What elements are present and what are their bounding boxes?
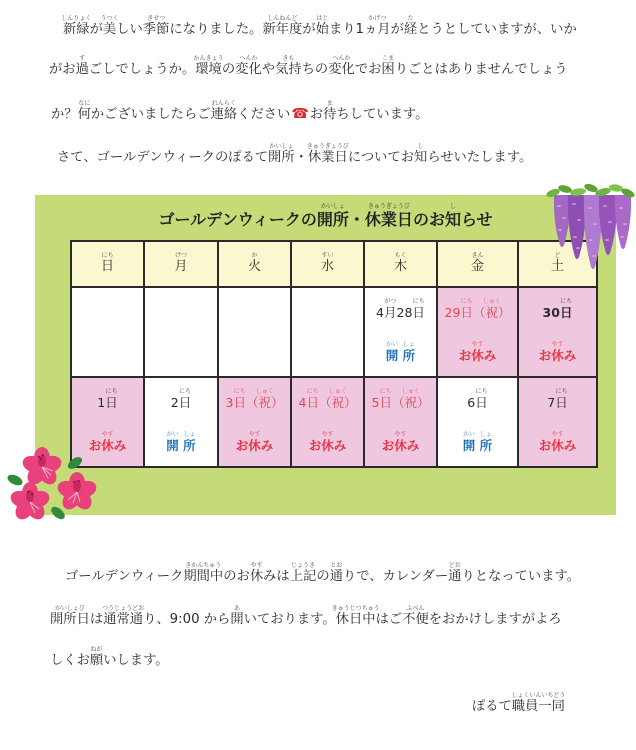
day-date: 30日 にち xyxy=(542,298,573,320)
weekday-fri xyxy=(437,241,518,287)
intro-line-2: がお過 す ごしでしょうか。環境 かんきょう の変化 へんか や気持 きも ちの変化 へんか でお困 こま りごとはありませんでしょう xyxy=(49,55,568,77)
azalea-flower xyxy=(21,447,64,488)
intro-line-4: さて、ゴールデンウィークのぽるて開所 かいしょ ・休業日 きゅうぎょうび についてお知 し らせいたします。 xyxy=(57,143,533,165)
ruby-reading: かいしょび xyxy=(54,605,85,612)
ruby-reading: うつく xyxy=(100,15,119,22)
ruby-word: 休 やす xyxy=(394,431,407,453)
intro-line-1: 新緑 しんりょく が美 うつく しい季節 きせつ になりました。新年度 しんねんど が始 はじ まり1ヵ月 かげつ が経 た とうとしていますが、いか xyxy=(61,15,577,37)
ruby-word: 日 にち xyxy=(379,388,392,410)
ruby-word: 日 にち xyxy=(412,298,425,320)
ruby-reading: しょ xyxy=(183,431,196,438)
day-status-open xyxy=(145,431,217,453)
ruby-word: 知 し xyxy=(414,143,428,165)
azalea-flower xyxy=(56,472,99,513)
ruby-reading: きん xyxy=(471,251,484,259)
ruby-word: 木 もく xyxy=(393,251,407,274)
ruby-reading: つうじょうどお xyxy=(102,605,145,612)
ruby-word: 日 にち xyxy=(460,298,473,320)
ruby-word: 休業日 きゅうぎょうび xyxy=(306,143,349,165)
ruby-word: 祝 しゅく xyxy=(401,388,420,410)
day-date: 2日 にち xyxy=(170,388,192,410)
ruby-reading: きゅうぎょうび xyxy=(306,143,349,150)
ruby-word: 日 にち xyxy=(233,388,246,410)
day-cell-may-5 xyxy=(364,377,437,467)
ruby-word: 所 しょ xyxy=(479,431,493,453)
ruby-word: 火 か xyxy=(247,251,261,274)
ruby-word: 通 とお xyxy=(329,562,343,584)
ruby-reading: やす xyxy=(471,341,484,348)
ruby-word: 所 しょ xyxy=(402,341,416,363)
ruby-word: 月 がつ xyxy=(384,298,397,320)
ruby-reading: しょ xyxy=(402,341,415,348)
ruby-word: 日 にち xyxy=(559,298,573,320)
ruby-word: 休 やす xyxy=(249,562,264,584)
day-cell-may-7 xyxy=(518,377,597,467)
ruby-word: 休 やす xyxy=(248,431,261,453)
weekday-wed xyxy=(291,241,364,287)
ruby-word: 何 なに xyxy=(77,100,91,122)
ruby-word: 経 た xyxy=(403,15,418,37)
ruby-reading: かい xyxy=(386,341,399,348)
signature: ぽるて職員一同 しょくいんいちどう xyxy=(472,692,566,714)
ruby-reading: がつ xyxy=(384,298,397,305)
ruby-word: 日 にち xyxy=(306,388,319,410)
day-status-closed: お休 やす み xyxy=(381,431,420,453)
ruby-reading: しんねんど xyxy=(267,15,298,22)
ruby-reading: かいしょ xyxy=(269,143,294,150)
day-status-closed: お休 やす み xyxy=(538,341,577,363)
ruby-word: 過 す xyxy=(75,55,89,77)
day-cell-may-2 xyxy=(144,377,218,467)
ruby-word: 休 やす xyxy=(551,431,564,453)
ruby-reading: かんきょう xyxy=(193,55,224,62)
ruby-reading: ふべん xyxy=(406,605,425,612)
day-date: 3日 にち （祝 しゅく ） xyxy=(225,388,284,410)
ruby-reading: もく xyxy=(394,251,407,259)
ruby-reading: なに xyxy=(78,100,91,107)
day-date: 4月 がつ 28日 にち xyxy=(376,298,425,320)
ruby-word: 上記 じょうき xyxy=(289,562,317,584)
empty-cell xyxy=(71,287,144,377)
ruby-reading: ねが xyxy=(90,646,103,653)
ruby-reading: きゅうぎょうび xyxy=(367,203,410,210)
day-date: 29日 にち （祝 しゅく ） xyxy=(444,298,511,320)
intro-line-3: か？何 なに かございましたらご連絡 れんらく ください☎お待 ま ちしています。 xyxy=(51,100,429,122)
day-status-open xyxy=(438,431,517,453)
ruby-reading: へんか xyxy=(332,55,351,62)
ruby-word: 通 どお xyxy=(448,562,462,584)
ruby-reading: しょくいんいちどう xyxy=(511,692,566,699)
ruby-reading: しょ xyxy=(479,431,492,438)
day-status-closed: お休 やす み xyxy=(308,431,347,453)
ruby-reading: とお xyxy=(330,562,343,569)
wisteria-icon xyxy=(545,182,636,274)
ruby-reading: かい xyxy=(166,431,179,438)
day-status-closed: お休 やす み xyxy=(458,341,497,363)
day-status-open xyxy=(365,341,436,363)
ruby-word: 季節 きせつ xyxy=(142,15,170,37)
ruby-reading: へんか xyxy=(239,55,258,62)
day-cell-apr-29 xyxy=(437,287,518,377)
ruby-reading: やす xyxy=(321,431,334,438)
weekday-sun xyxy=(71,241,144,287)
ruby-reading: やす xyxy=(248,431,261,438)
ruby-word: ヵ月 かげつ xyxy=(364,15,391,37)
ruby-reading: やす xyxy=(394,431,407,438)
ruby-word: 期間中 きかんちゅう xyxy=(183,562,224,584)
ruby-word: 休業日 きゅうぎょうび xyxy=(364,203,413,229)
day-date: 4日 にち （祝 しゅく ） xyxy=(298,388,357,410)
ruby-word: 水 すい xyxy=(320,251,334,274)
ruby-reading: にち xyxy=(560,298,573,305)
ruby-reading: にち xyxy=(306,388,319,395)
calendar-week-1 xyxy=(71,287,597,377)
ruby-word: 環境 かんきょう xyxy=(193,55,224,77)
ruby-reading: ま xyxy=(326,100,333,107)
ruby-word: 休 やす xyxy=(551,341,564,363)
ruby-word: 職員一同 しょくいんいちどう xyxy=(511,692,566,714)
ruby-word: 日 にち xyxy=(555,388,568,410)
ruby-reading: あ xyxy=(233,605,241,612)
ruby-word: 知 し xyxy=(444,203,461,229)
wisteria-clusters xyxy=(554,195,631,269)
day-date: 7日 にち xyxy=(547,388,568,410)
ruby-reading: れんらく xyxy=(211,100,236,107)
ruby-word: 開所 かいしょ xyxy=(268,143,295,165)
ruby-word: 困 こま xyxy=(381,55,395,77)
ruby-word: 開 あ xyxy=(230,605,244,627)
weekday-header-row xyxy=(71,241,597,287)
ruby-word: 祝 しゅく xyxy=(255,388,274,410)
notice-title: ゴールデンウィークの開所 かいしょ ・休業日 きゅうぎょうび のお知 し らせ xyxy=(158,203,493,229)
ruby-reading: しゅく xyxy=(255,388,274,395)
day-cell-may-4 xyxy=(291,377,364,467)
ruby-reading: し xyxy=(449,203,456,210)
ruby-reading: じょうき xyxy=(291,562,316,569)
telephone-icon: ☎ xyxy=(291,106,309,122)
ruby-reading: にち xyxy=(460,298,473,305)
ruby-word: 美 うつく xyxy=(100,15,119,37)
ruby-reading: す xyxy=(79,55,86,62)
ruby-word: 新緑 しんりょく xyxy=(61,15,92,37)
weekday-tue xyxy=(218,241,291,287)
ruby-reading: し xyxy=(417,143,424,150)
ruby-word: 日 にち xyxy=(105,388,118,410)
day-date: 5日 にち （祝 しゅく ） xyxy=(371,388,430,410)
ruby-word: 不便 ふべん xyxy=(402,605,429,627)
ruby-reading: きゅうじつちゅう xyxy=(331,605,380,612)
ruby-reading: きせつ xyxy=(147,15,166,22)
ruby-reading: きかんちゅう xyxy=(185,562,222,569)
ruby-reading: きも xyxy=(282,55,295,62)
ruby-reading: しゅく xyxy=(328,388,347,395)
ruby-word: 月 げつ xyxy=(174,251,188,274)
ruby-word: 休 やす xyxy=(101,431,114,453)
closing-line-2: 開所日 かいしょび は通常通 つうじょうどお り、9:00 から開 あ いております。休日中 きゅうじつちゅう はご不便 ふべん をおかけしますがよろ xyxy=(50,605,562,627)
closing-line-3: しくお願 ねが いします。 xyxy=(50,646,169,668)
ruby-word: 新年度 しんねんど xyxy=(262,15,303,37)
day-cell-may-6 xyxy=(437,377,518,467)
ruby-word: 所 しょ xyxy=(183,431,196,453)
ruby-reading: しゅく xyxy=(401,388,420,395)
ruby-reading: やす xyxy=(250,562,263,569)
ruby-reading: やす xyxy=(551,431,564,438)
ruby-word: 変化 へんか xyxy=(328,55,355,77)
calendar-week-2 xyxy=(71,377,597,467)
closing-line-1: ゴールデンウィーク期間中 きかんちゅう のお休 やす みは上記 じょうき の通 とお りで、カレンダー通 どお りとなっています。 xyxy=(65,562,581,584)
day-date: 1日 にち xyxy=(97,388,118,410)
empty-cell xyxy=(291,287,364,377)
holiday-notice-panel xyxy=(35,195,616,515)
ruby-reading: た xyxy=(407,15,414,22)
ruby-word: 開 かい xyxy=(385,341,399,363)
ruby-word: 通常通 つうじょうどお xyxy=(102,605,145,627)
ruby-word: 祝 しゅく xyxy=(482,298,501,320)
ruby-word: 休 やす xyxy=(321,431,334,453)
ruby-reading: にち xyxy=(178,388,191,395)
ruby-reading: しんりょく xyxy=(61,15,92,22)
ruby-reading: かい xyxy=(463,431,476,438)
weekday-mon xyxy=(144,241,218,287)
holiday-calendar xyxy=(70,240,598,468)
ruby-word: 日 にち xyxy=(100,251,114,274)
ruby-reading: にち xyxy=(475,388,488,395)
ruby-reading: にち xyxy=(105,388,118,395)
day-status-closed: お休 やす み xyxy=(88,431,127,453)
empty-cell xyxy=(144,287,218,377)
day-cell-apr-28 xyxy=(364,287,437,377)
ruby-word: 開 かい xyxy=(462,431,476,453)
ruby-word: 祝 しゅく xyxy=(328,388,347,410)
ruby-reading: やす xyxy=(551,341,564,348)
ruby-reading: にち xyxy=(101,251,114,259)
ruby-reading: ど xyxy=(554,251,561,259)
empty-cell xyxy=(218,287,291,377)
ruby-reading: にち xyxy=(379,388,392,395)
ruby-word: 開所 かいしょ xyxy=(316,203,349,229)
ruby-word: 日 にち xyxy=(178,388,192,410)
ruby-word: 金 きん xyxy=(470,251,484,274)
ruby-reading: どお xyxy=(448,562,461,569)
ruby-word: 待 ま xyxy=(323,100,337,122)
ruby-word: 休日中 きゅうじつちゅう xyxy=(331,605,380,627)
ruby-word: 開 かい xyxy=(166,431,179,453)
ruby-reading: かいしょ xyxy=(320,203,345,210)
ruby-reading: かげつ xyxy=(368,15,387,22)
ruby-reading: げつ xyxy=(174,251,187,259)
ruby-word: 変化 へんか xyxy=(235,55,262,77)
ruby-reading: しゅく xyxy=(482,298,501,305)
ruby-word: 開所日 かいしょび xyxy=(50,605,90,627)
ruby-word: 休 やす xyxy=(471,341,484,363)
ruby-reading: はじ xyxy=(316,15,329,22)
ruby-reading: やす xyxy=(101,431,114,438)
day-cell-may-3 xyxy=(218,377,291,467)
ruby-reading: か xyxy=(251,251,258,259)
ruby-word: 始 はじ xyxy=(315,15,329,37)
azalea-flower-icon xyxy=(0,440,110,530)
day-date: 6日 にち xyxy=(467,388,488,410)
ruby-reading: すい xyxy=(321,251,334,259)
ruby-word: 土 ど xyxy=(550,251,564,274)
ruby-word: 気持 きも xyxy=(275,55,302,77)
weekday-thu xyxy=(364,241,437,287)
ruby-reading: こま xyxy=(382,55,395,62)
ruby-reading: にち xyxy=(412,298,425,305)
ruby-reading: にち xyxy=(233,388,246,395)
ruby-word: 連絡 れんらく xyxy=(210,100,238,122)
ruby-word: 日 にち xyxy=(475,388,488,410)
day-status-closed: お休 やす み xyxy=(538,431,577,453)
ruby-reading: にち xyxy=(555,388,568,395)
day-cell-apr-30 xyxy=(518,287,597,377)
azalea-flower xyxy=(9,482,52,523)
ruby-word: 願 ねが xyxy=(89,646,104,668)
day-status-closed: お休 やす み xyxy=(235,431,274,453)
